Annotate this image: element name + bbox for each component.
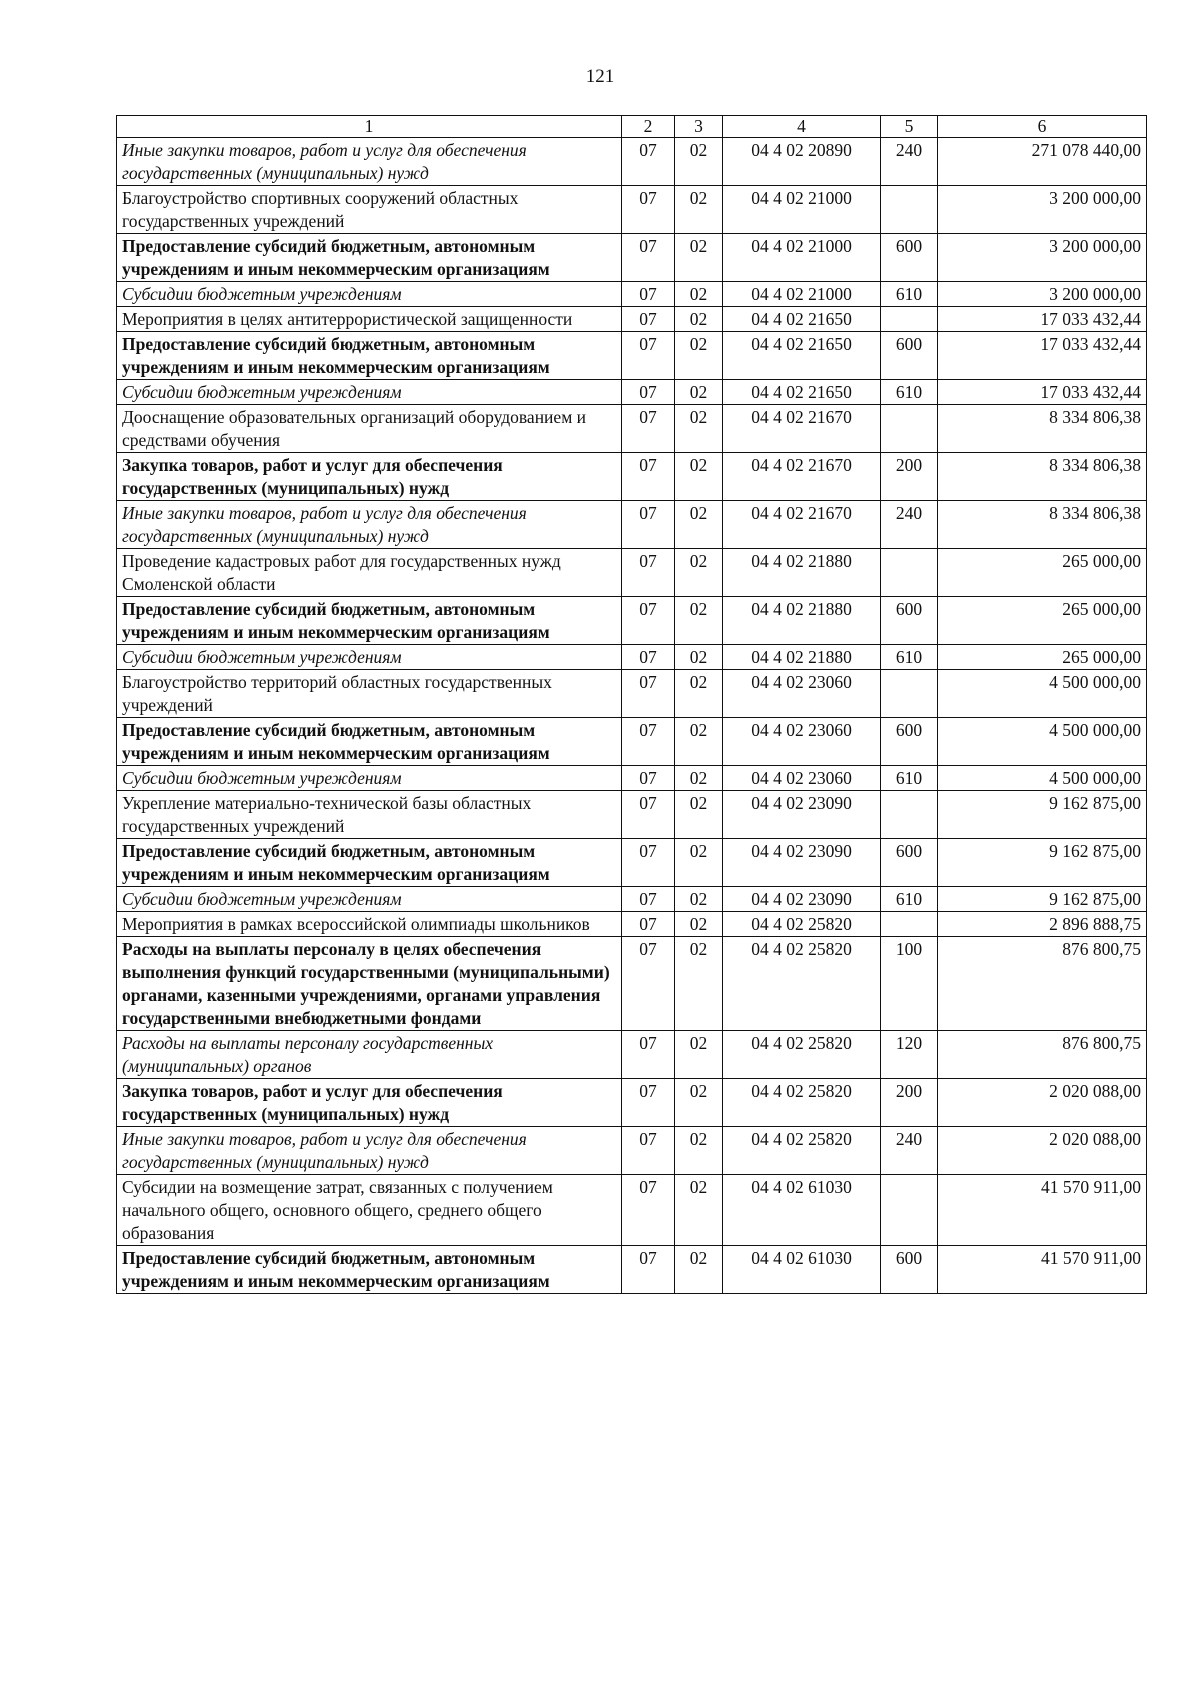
table-row [117,138,1147,186]
row-section-cell: 07 [622,186,675,234]
row-amount-cell: 3 200 000,00 [938,282,1147,307]
budget-table [116,115,1147,1294]
row-section-cell: 07 [622,1127,675,1175]
row-section-cell: 07 [622,645,675,670]
row-expense-type-cell: 610 [881,645,938,670]
row-subsection-cell: 02 [675,645,723,670]
row-subsection-cell: 02 [675,1031,723,1079]
row-expense-type-cell: 200 [881,453,938,501]
row-target-article-cell: 04 4 02 21000 [723,186,881,234]
row-expense-type-cell: 100 [881,937,938,1031]
row-name-cell: Укрепление материально-технической базы областных государственных учреждений [117,791,622,839]
row-name-cell: Предоставление субсидий бюджетным, автономным учреждениям и иным некоммерческим организациям [117,597,622,645]
row-subsection-cell: 02 [675,501,723,549]
table-row [117,332,1147,380]
row-expense-type-cell [881,670,938,718]
table-row [117,549,1147,597]
row-amount-cell: 2 896 888,75 [938,912,1147,937]
row-amount-cell: 41 570 911,00 [938,1175,1147,1246]
row-name-cell: Благоустройство территорий областных государственных учреждений [117,670,622,718]
table-row [117,1127,1147,1175]
row-section-cell: 07 [622,332,675,380]
row-amount-cell: 8 334 806,38 [938,501,1147,549]
table-row [117,1079,1147,1127]
row-expense-type-cell: 600 [881,1246,938,1294]
row-amount-cell: 265 000,00 [938,597,1147,645]
column-header-section: 2 [622,116,675,138]
row-section-cell: 07 [622,887,675,912]
table-row [117,282,1147,307]
row-subsection-cell: 02 [675,405,723,453]
table-body [117,138,1147,1294]
table-row [117,791,1147,839]
row-subsection-cell: 02 [675,937,723,1031]
row-target-article-cell: 04 4 02 21880 [723,549,881,597]
header-row [117,116,1147,138]
row-subsection-cell: 02 [675,1246,723,1294]
table-row [117,186,1147,234]
row-target-article-cell: 04 4 02 21670 [723,501,881,549]
row-expense-type-cell: 610 [881,887,938,912]
row-amount-cell: 9 162 875,00 [938,887,1147,912]
row-amount-cell: 4 500 000,00 [938,670,1147,718]
row-expense-type-cell [881,549,938,597]
row-section-cell: 07 [622,1031,675,1079]
table-row [117,766,1147,791]
row-target-article-cell: 04 4 02 25820 [723,1031,881,1079]
row-section-cell: 07 [622,839,675,887]
row-name-cell: Субсидии бюджетным учреждениям [117,645,622,670]
row-name-cell: Предоставление субсидий бюджетным, автономным учреждениям и иным некоммерческим организациям [117,234,622,282]
row-subsection-cell: 02 [675,670,723,718]
row-name-cell: Предоставление субсидий бюджетным, автономным учреждениям и иным некоммерческим организациям [117,718,622,766]
row-expense-type-cell: 600 [881,839,938,887]
row-expense-type-cell: 610 [881,380,938,405]
row-subsection-cell: 02 [675,1175,723,1246]
row-expense-type-cell: 200 [881,1079,938,1127]
table-row [117,1246,1147,1294]
row-section-cell: 07 [622,791,675,839]
row-subsection-cell: 02 [675,380,723,405]
row-expense-type-cell [881,307,938,332]
row-name-cell: Субсидии бюджетным учреждениям [117,282,622,307]
row-amount-cell: 271 078 440,00 [938,138,1147,186]
row-section-cell: 07 [622,1175,675,1246]
row-subsection-cell: 02 [675,887,723,912]
row-expense-type-cell: 600 [881,597,938,645]
row-section-cell: 07 [622,380,675,405]
table-row [117,453,1147,501]
row-amount-cell: 876 800,75 [938,1031,1147,1079]
row-target-article-cell: 04 4 02 21880 [723,645,881,670]
row-target-article-cell: 04 4 02 21670 [723,405,881,453]
table-row [117,670,1147,718]
table-row [117,234,1147,282]
row-name-cell: Дооснащение образовательных организаций оборудованием и средствами обучения [117,405,622,453]
row-amount-cell: 876 800,75 [938,937,1147,1031]
table-row [117,887,1147,912]
row-name-cell: Расходы на выплаты персоналу в целях обеспечения выполнения функций государственными (муниципальными) органами, казенными учреждениями, органами управления государственными внебюджетными фондами [117,937,622,1031]
row-expense-type-cell: 240 [881,1127,938,1175]
row-section-cell: 07 [622,718,675,766]
row-amount-cell: 4 500 000,00 [938,718,1147,766]
row-target-article-cell: 04 4 02 61030 [723,1246,881,1294]
row-name-cell: Предоставление субсидий бюджетным, автономным учреждениям и иным некоммерческим организациям [117,839,622,887]
table-row [117,1031,1147,1079]
row-subsection-cell: 02 [675,718,723,766]
row-target-article-cell: 04 4 02 21650 [723,332,881,380]
row-target-article-cell: 04 4 02 21000 [723,234,881,282]
column-header-name: 1 [117,116,622,138]
row-target-article-cell: 04 4 02 20890 [723,138,881,186]
row-name-cell: Иные закупки товаров, работ и услуг для обеспечения государственных (муниципальных) нужд [117,138,622,186]
row-amount-cell: 2 020 088,00 [938,1127,1147,1175]
row-section-cell: 07 [622,1079,675,1127]
row-target-article-cell: 04 4 02 21650 [723,380,881,405]
row-expense-type-cell: 120 [881,1031,938,1079]
row-expense-type-cell [881,912,938,937]
table-row [117,912,1147,937]
row-expense-type-cell [881,791,938,839]
row-target-article-cell: 04 4 02 25820 [723,937,881,1031]
row-expense-type-cell: 240 [881,138,938,186]
row-name-cell: Проведение кадастровых работ для государственных нужд Смоленской области [117,549,622,597]
row-target-article-cell: 04 4 02 23060 [723,670,881,718]
row-subsection-cell: 02 [675,234,723,282]
row-expense-type-cell [881,186,938,234]
row-amount-cell: 3 200 000,00 [938,234,1147,282]
page-number: 121 [585,66,615,87]
row-amount-cell: 17 033 432,44 [938,332,1147,380]
row-amount-cell: 9 162 875,00 [938,839,1147,887]
row-subsection-cell: 02 [675,1079,723,1127]
column-header-subsection: 3 [675,116,723,138]
row-amount-cell: 8 334 806,38 [938,453,1147,501]
table-row [117,501,1147,549]
row-name-cell: Субсидии бюджетным учреждениям [117,766,622,791]
row-name-cell: Мероприятия в рамках всероссийской олимпиады школьников [117,912,622,937]
row-expense-type-cell [881,1175,938,1246]
row-section-cell: 07 [622,405,675,453]
row-amount-cell: 265 000,00 [938,549,1147,597]
row-name-cell: Предоставление субсидий бюджетным, автономным учреждениям и иным некоммерческим организациям [117,1246,622,1294]
row-subsection-cell: 02 [675,1127,723,1175]
row-target-article-cell: 04 4 02 23090 [723,839,881,887]
row-name-cell: Закупка товаров, работ и услуг для обеспечения государственных (муниципальных) нужд [117,453,622,501]
row-section-cell: 07 [622,1246,675,1294]
row-name-cell: Закупка товаров, работ и услуг для обеспечения государственных (муниципальных) нужд [117,1079,622,1127]
row-section-cell: 07 [622,766,675,791]
table-row [117,839,1147,887]
row-subsection-cell: 02 [675,332,723,380]
row-subsection-cell: 02 [675,138,723,186]
row-target-article-cell: 04 4 02 25820 [723,1079,881,1127]
row-target-article-cell: 04 4 02 23090 [723,887,881,912]
row-target-article-cell: 04 4 02 23090 [723,791,881,839]
row-target-article-cell: 04 4 02 25820 [723,1127,881,1175]
row-name-cell: Субсидии бюджетным учреждениям [117,380,622,405]
row-target-article-cell: 04 4 02 23060 [723,766,881,791]
column-header-target-article: 4 [723,116,881,138]
row-amount-cell: 8 334 806,38 [938,405,1147,453]
row-amount-cell: 4 500 000,00 [938,766,1147,791]
row-subsection-cell: 02 [675,766,723,791]
row-name-cell: Субсидии бюджетным учреждениям [117,887,622,912]
table-row [117,597,1147,645]
row-target-article-cell: 04 4 02 23060 [723,718,881,766]
row-expense-type-cell: 240 [881,501,938,549]
row-subsection-cell: 02 [675,791,723,839]
row-amount-cell: 41 570 911,00 [938,1246,1147,1294]
row-amount-cell: 9 162 875,00 [938,791,1147,839]
row-section-cell: 07 [622,501,675,549]
table-row [117,1175,1147,1246]
table-row [117,380,1147,405]
row-expense-type-cell: 600 [881,234,938,282]
table-row [117,937,1147,1031]
row-amount-cell: 3 200 000,00 [938,186,1147,234]
row-target-article-cell: 04 4 02 21880 [723,597,881,645]
row-subsection-cell: 02 [675,453,723,501]
row-name-cell: Расходы на выплаты персоналу государственных (муниципальных) органов [117,1031,622,1079]
row-expense-type-cell: 600 [881,718,938,766]
table-row [117,645,1147,670]
table-row [117,307,1147,332]
row-amount-cell: 17 033 432,44 [938,307,1147,332]
row-section-cell: 07 [622,912,675,937]
row-amount-cell: 265 000,00 [938,645,1147,670]
row-section-cell: 07 [622,670,675,718]
row-target-article-cell: 04 4 02 21000 [723,282,881,307]
row-amount-cell: 17 033 432,44 [938,380,1147,405]
row-name-cell: Субсидии на возмещение затрат, связанных с получением начального общего, основного общего, среднего общего образования [117,1175,622,1246]
column-header-expense-type: 5 [881,116,938,138]
row-section-cell: 07 [622,453,675,501]
row-subsection-cell: 02 [675,307,723,332]
row-section-cell: 07 [622,597,675,645]
row-section-cell: 07 [622,549,675,597]
table-row [117,718,1147,766]
row-expense-type-cell: 610 [881,766,938,791]
row-section-cell: 07 [622,234,675,282]
row-name-cell: Мероприятия в целях антитеррористической защищенности [117,307,622,332]
row-expense-type-cell: 600 [881,332,938,380]
row-name-cell: Благоустройство спортивных сооружений областных государственных учреждений [117,186,622,234]
row-subsection-cell: 02 [675,282,723,307]
row-target-article-cell: 04 4 02 25820 [723,912,881,937]
row-section-cell: 07 [622,282,675,307]
row-subsection-cell: 02 [675,597,723,645]
table-row [117,405,1147,453]
row-target-article-cell: 04 4 02 61030 [723,1175,881,1246]
row-subsection-cell: 02 [675,912,723,937]
row-subsection-cell: 02 [675,549,723,597]
row-expense-type-cell: 610 [881,282,938,307]
row-section-cell: 07 [622,307,675,332]
row-name-cell: Иные закупки товаров, работ и услуг для обеспечения государственных (муниципальных) нужд [117,1127,622,1175]
column-header-amount: 6 [938,116,1147,138]
row-target-article-cell: 04 4 02 21650 [723,307,881,332]
row-section-cell: 07 [622,138,675,186]
row-name-cell: Иные закупки товаров, работ и услуг для обеспечения государственных (муниципальных) нужд [117,501,622,549]
row-section-cell: 07 [622,937,675,1031]
row-target-article-cell: 04 4 02 21670 [723,453,881,501]
row-amount-cell: 2 020 088,00 [938,1079,1147,1127]
row-name-cell: Предоставление субсидий бюджетным, автономным учреждениям и иным некоммерческим организациям [117,332,622,380]
row-expense-type-cell [881,405,938,453]
row-subsection-cell: 02 [675,186,723,234]
row-subsection-cell: 02 [675,839,723,887]
